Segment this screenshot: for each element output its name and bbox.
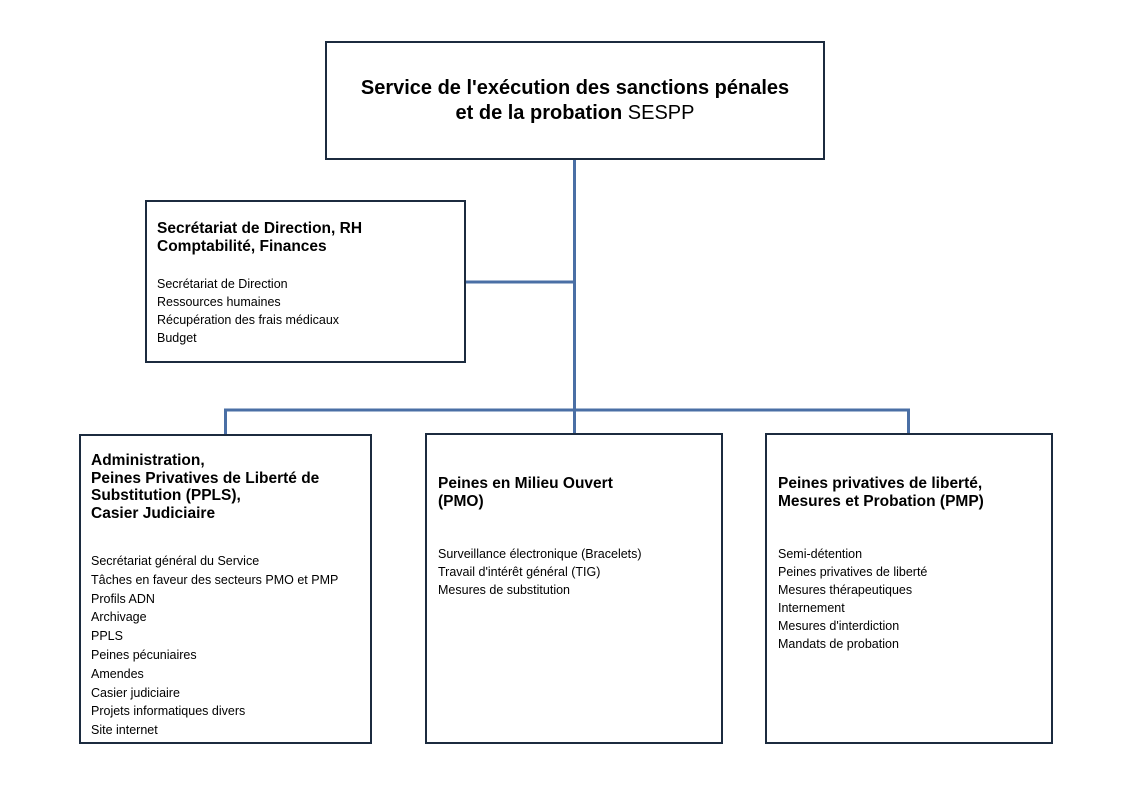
administration-title-line2: Peines Privatives de Liberté de <box>91 469 320 487</box>
administration-item: PPLS <box>91 629 123 644</box>
administration-item: Amendes <box>91 666 144 681</box>
pmp-item: Mandats de probation <box>778 637 899 651</box>
secretariat-item: Secrétariat de Direction <box>157 277 288 291</box>
administration-item: Profils ADN <box>91 591 155 606</box>
sespp-title-line2-text: et de la probation <box>455 101 623 124</box>
pmp-item: Mesures d'interdiction <box>778 619 900 633</box>
pmp-item: Mesures thérapeutiques <box>778 583 913 597</box>
administration-item: Tâches en faveur des secteurs PMO et PMP <box>91 572 339 587</box>
secretariat-title-line2: Comptabilité, Finances <box>157 237 327 255</box>
pmp-title-line2: Mesures et Probation (PMP) <box>778 492 984 510</box>
administration-item: Secrétariat général du Service <box>91 554 260 568</box>
sespp-title-line2 <box>456 101 695 126</box>
pmo-title-line2: (PMO) <box>438 492 484 510</box>
sespp-title-line1: Service de l'exécution des sanctions pénales <box>360 76 790 99</box>
administration-item: Peines pécuniaires <box>91 647 197 662</box>
administration-item: Site internet <box>91 723 158 738</box>
secretariat-items <box>157 275 464 347</box>
pmp-title-line1: Peines privatives de liberté, <box>778 475 983 492</box>
pmo-items <box>438 545 721 599</box>
administration-item: Casier judiciaire <box>91 685 180 700</box>
administration-items <box>91 552 370 740</box>
sespp-box <box>325 41 825 160</box>
pmo-title <box>438 475 721 510</box>
secretariat-box <box>145 200 466 363</box>
pmo-item: Travail d'intérêt général (TIG) <box>438 565 601 579</box>
administration-item: Archivage <box>91 610 147 625</box>
administration-title-line4: Casier Judiciaire <box>91 504 216 522</box>
sespp-abbreviation: SESPP <box>627 101 695 124</box>
secretariat-title <box>157 220 464 255</box>
pmo-item: Mesures de substitution <box>438 583 571 597</box>
pmp-item: Peines privatives de liberté <box>778 565 928 579</box>
administration-item: Projets informatiques divers <box>91 704 246 719</box>
secretariat-item: Récupération des frais médicaux <box>157 313 340 327</box>
administration-box <box>79 434 372 744</box>
pmp-item: Internement <box>778 601 845 615</box>
administration-title-line3: Substitution (PPLS), <box>91 487 241 504</box>
secretariat-item: Ressources humaines <box>157 295 281 309</box>
pmo-item: Surveillance électronique (Bracelets) <box>438 547 642 561</box>
pmp-items <box>778 545 1051 653</box>
administration-title-line1: Administration, <box>91 452 205 469</box>
pmo-title-line1: Peines en Milieu Ouvert <box>438 475 613 492</box>
pmp-box <box>765 433 1053 744</box>
pmo-box <box>425 433 723 744</box>
secretariat-item: Budget <box>157 331 197 345</box>
pmp-title <box>778 475 1051 510</box>
administration-title <box>91 452 370 522</box>
secretariat-title-line1: Secrétariat de Direction, RH <box>157 220 363 237</box>
pmp-item: Semi-détention <box>778 547 863 561</box>
